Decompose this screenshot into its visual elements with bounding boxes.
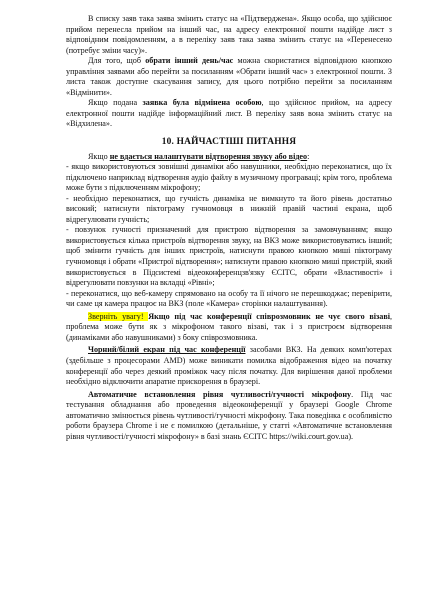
cancelled-emphasis: заявка була відмінена особою <box>142 98 262 108</box>
section-heading: 10. НАЙЧАСТІШІ ПИТАННЯ <box>161 137 297 148</box>
auto-level-paragraph: Автоматичне встановлення рівня чутливості/гучності мікрофону. Під час тестування обладнання або проведення відеоконференції у браузері Google Chrome автоматично змінюється рівень чутливості/гучності мікрофону. Така поведінка є особливістю роботи браузера Chrome і не є помилкою (детальніше, у статті «Автоматичне встановлення рівня чутливості/гучності мікрофону» в базі знань ЄСІТС https://wiki.court.gov.ua). <box>66 389 393 441</box>
attention-emphasis: Якщо під час конференції співрозмовник не чує свого візаві <box>148 311 390 321</box>
bullet-item: - повзунок гучності призначений для пристрою відтворення за замовчуванням; якщо використовується кілька пристроїв відтворення звуку, на ВКЗ може використовуватись інший; щоб змінити гучність для інших пристроїв, натиснути правою кнопкою миші піктограму гучномовця і обрати «Пристрої відтворення»; натиснути правою кнопкою миші пристрій, який використовується в Підсистемі відеоконференцзв'язку ЄСІТС, обрати «Властивості» і відрегулювати повзунки на вкладці «Рівні»; <box>66 225 392 288</box>
sound-video-emphasis: не вдається налаштувати відтворення звуку або відео <box>109 151 308 161</box>
choose-other-time-emphasis: обрати інший день/час <box>145 56 234 66</box>
application-cancelled-paragraph: Якщо подана заявка була відмінена особою, що здійснює прийом, на адресу електронної пошти надійде інформаційний лист. В переліку заяв вона змінить статус на «Відхилена». <box>66 98 392 129</box>
bullet-item: - необхідно переконатися, що гучність динаміка не вимкнуто та його рівень достатньо високий; натиснути піктограму гучномовця в нижній правій частині екрана, щоб відрегулювати гучність; <box>66 193 392 224</box>
black-screen-emphasis: Чорний/білий екран під час конференції <box>88 345 246 355</box>
bullet-item: - якщо використовуються зовнішні динаміки або навушники, необхідно переконатися, що їх підключено наприклад відтворення аудіо файлу в музичному програваці; крім того, проблема може бути з підключенням мікрофону; <box>66 162 392 193</box>
sound-video-question: Якщо не вдається налаштувати відтворення звуку або відео: <box>88 151 310 161</box>
choose-other-time-paragraph: Для того, щоб обрати інший день/час можна скористатися відповідною кнопкою управління заявами або перейти за посиланням «Обрати інший час» з електронної пошти. З листа також доступне скасування запису, для цього потрібно перейти за посиланням «Відмінити». <box>66 56 392 97</box>
auto-level-emphasis: Автоматичне встановлення рівня чутливості/гучності мікрофону <box>88 389 352 399</box>
bullet-item: - переконатися, що веб-камеру спрямовано на особу та її нічого не перешкоджає; перевірити, чи саме ця камера працює на ВКЗ (поле «Камера» сторінки налаштування). <box>66 288 392 309</box>
attention-note: Зверніть увагу! Якщо під час конференції співрозмовник не чує свого візаві, проблема може бути як з мікрофоном такого візаві, так і з пристроєм відтворення (динаміками або навушниками) з боку співрозмовника. <box>66 311 392 342</box>
black-screen-paragraph: Чорний/білий екран під час конференції засобами ВКЗ. На деяких комп'ютерах (здебільше з процесорами AMD) може виникати помилка відображення відео на початку конференції або через деякий проміжок часу після початку. Для вирішення даної проблеми необхідно відключити апаратне прискорення в браузері. <box>66 345 392 387</box>
attention-label: Зверніть увагу! <box>88 311 149 321</box>
status-confirmed-paragraph: В списку заяв така заява змінить статус на «Підтверджена». Якщо особа, що здійснює прийом перенесла прийом на інший час, на адресу електронної пошти надійде лист з відповідним повідомленням, а в переліку заяв така заява змінить статус на «Перенесено (потребує зміни часу)». <box>66 14 392 55</box>
